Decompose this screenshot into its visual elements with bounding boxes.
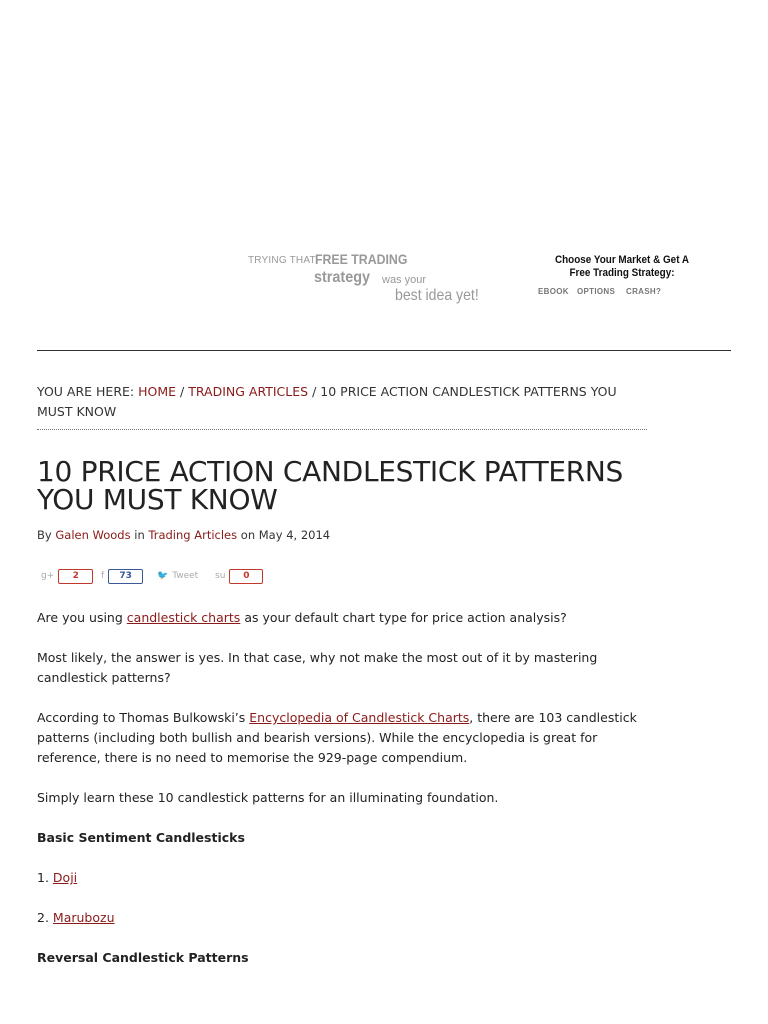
facebook-share[interactable] — [101, 568, 143, 584]
google-plus-icon: g+ — [41, 571, 55, 581]
list-number: 1. — [37, 870, 49, 885]
breadcrumb-trading-articles-link[interactable]: TRADING ARTICLES — [188, 384, 309, 399]
google-plus-share[interactable] — [41, 568, 93, 584]
header-promo[interactable] — [230, 250, 500, 310]
p1-text-a: Are you using — [37, 610, 123, 625]
candlestick-charts-link[interactable]: candlestick charts — [126, 610, 241, 625]
list-item — [37, 868, 649, 888]
article-title-line1: 10 PRICE ACTION CANDLESTICK PATTERNS — [37, 455, 624, 488]
promo-free-trading-text: FREE TRADING — [315, 251, 408, 267]
stumbleupon-count: 0 — [229, 569, 263, 584]
choose-market-line2: Free Trading Strategy: — [569, 267, 675, 279]
reversal-patterns-heading: Reversal Candlestick Patterns — [37, 950, 249, 965]
p3-text-b: , there are 103 candlestick patterns (including both bullish and bearish versions). While the encyclopedia is great for reference, there is no need to memorise the 929-page compendium. — [37, 710, 637, 765]
stumbleupon-icon: su — [215, 571, 226, 581]
tweet-label: Tweet — [172, 571, 199, 581]
paragraph-intro — [37, 608, 649, 628]
choose-market-line1: Choose Your Market & Get A — [554, 254, 690, 266]
tweet-button[interactable] — [157, 568, 198, 584]
author-link[interactable]: Galen Woods — [55, 528, 131, 542]
stumbleupon-share[interactable] — [215, 568, 263, 584]
breadcrumb-prefix: YOU ARE HERE: — [37, 384, 135, 399]
nav-ebook[interactable]: EBOOK — [538, 287, 569, 296]
choose-market-heading — [548, 254, 696, 280]
doji-link[interactable]: Doji — [52, 870, 78, 885]
paragraph-3 — [37, 708, 649, 768]
byline-in: in — [134, 528, 145, 542]
breadcrumb-divider — [37, 429, 647, 430]
promo-was-your-text: was your — [382, 274, 427, 286]
nav-crash[interactable]: CRASH? — [626, 287, 662, 296]
twitter-icon: 🐦 — [157, 571, 169, 581]
article-title — [37, 455, 657, 516]
facebook-count: 73 — [108, 569, 143, 584]
byline-date: on May 4, 2014 — [240, 528, 331, 542]
breadcrumb-current: 10 PRICE ACTION CANDLESTICK PATTERNS YOU MUST KNOW — [37, 384, 617, 419]
article-title-line2: YOU MUST KNOW — [37, 483, 278, 516]
section-heading-basic — [37, 828, 649, 848]
marubozu-link[interactable]: Marubozu — [52, 910, 115, 925]
promo-strategy-text: strategy — [314, 269, 371, 286]
article-byline — [37, 528, 330, 542]
facebook-icon: f — [101, 571, 105, 581]
basic-sentiment-heading: Basic Sentiment Candlesticks — [37, 830, 245, 845]
p1-text-b: as your default chart type for price action analysis? — [244, 610, 567, 625]
section-heading-reversal — [37, 948, 649, 968]
p3-text-a: According to Thomas Bulkowski’s — [37, 710, 246, 725]
promo-trying-text: TRYING THAT — [248, 255, 316, 266]
byline-by: By — [37, 528, 52, 542]
encyclopedia-link[interactable]: Encyclopedia of Candlestick Charts — [249, 710, 470, 725]
list-item — [37, 908, 649, 928]
breadcrumb-home-link[interactable]: HOME — [138, 384, 177, 399]
breadcrumb-separator: / — [312, 384, 317, 399]
breadcrumb — [37, 382, 647, 422]
list-number: 2. — [37, 910, 49, 925]
category-link[interactable]: Trading Articles — [148, 528, 238, 542]
paragraph-4: Simply learn these 10 candlestick patterns for an illuminating foundation. — [37, 790, 499, 805]
nav-options[interactable]: OPTIONS — [577, 287, 616, 296]
promo-best-idea-text: best idea yet! — [395, 287, 479, 304]
paragraph-2: Most likely, the answer is yes. In that case, why not make the most out of it by mastering candlestick patterns? — [37, 650, 598, 685]
google-plus-count: 2 — [58, 569, 93, 584]
header-divider — [37, 350, 731, 351]
breadcrumb-separator: / — [180, 384, 185, 399]
